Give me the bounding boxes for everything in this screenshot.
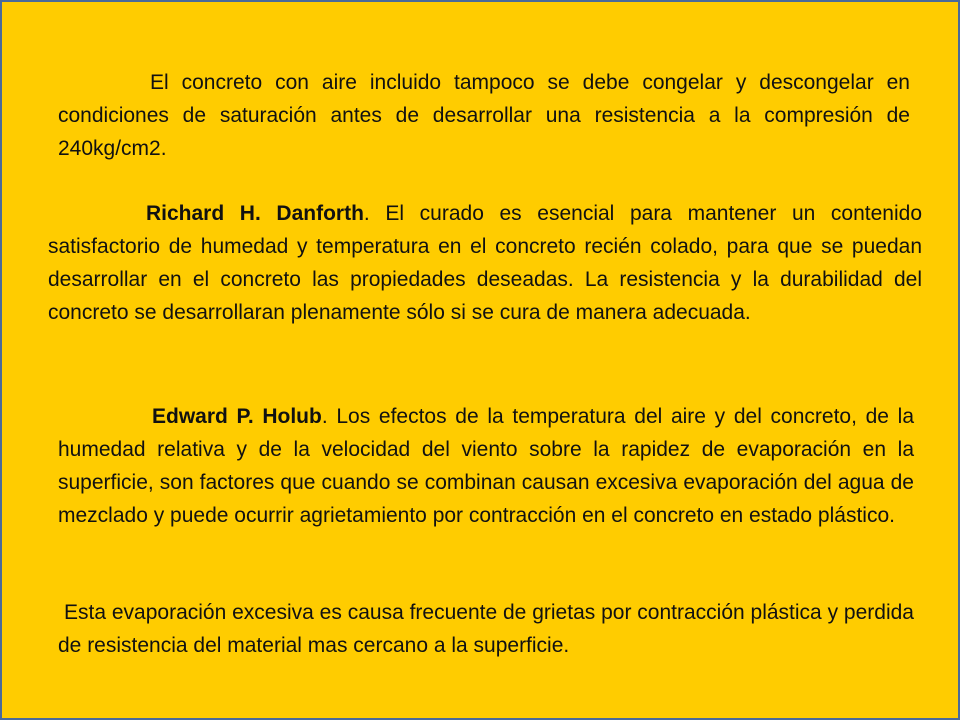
paragraph-text: . El curado es esencial para mantener un contenido satisfactorio de humedad y temperatura en el concreto recién colado, para que se puedan desarrollar en el concreto las propiedades deseadas. La resistencia y la durabilidad del concreto se desarrollaran plenamente sólo si se cura de manera adecuada. xyxy=(48,202,922,324)
author-name: Edward P. Holub xyxy=(152,405,322,428)
paragraph-excessive-evaporation xyxy=(58,596,914,662)
paragraph-text: El concreto con aire incluido tampoco se debe congelar y descongelar en condiciones de saturación antes de desarrollar una resistencia a la compresión de 240kg/cm2. xyxy=(58,71,910,160)
paragraph-air-entrained-concrete xyxy=(58,66,910,165)
paragraph-text: Esta evaporación excesiva es causa frecuente de grietas por contracción plástica y perdida de resistencia del material mas cercano a la superficie. xyxy=(58,601,914,657)
paragraph-holub-evaporation xyxy=(58,400,914,532)
paragraph-danforth-curing xyxy=(48,197,922,329)
paragraph-text: . Los efectos de la temperatura del aire y del concreto, de la humedad relativa y de la velocidad del viento sobre la rapidez de evaporación en la superficie, son factores que cuando se combinan causan excesiva evaporación del agua de mezclado y puede ocurrir agrietamiento por contracción en el concreto en estado plástico. xyxy=(58,405,914,527)
author-name: Richard H. Danforth xyxy=(146,202,364,225)
